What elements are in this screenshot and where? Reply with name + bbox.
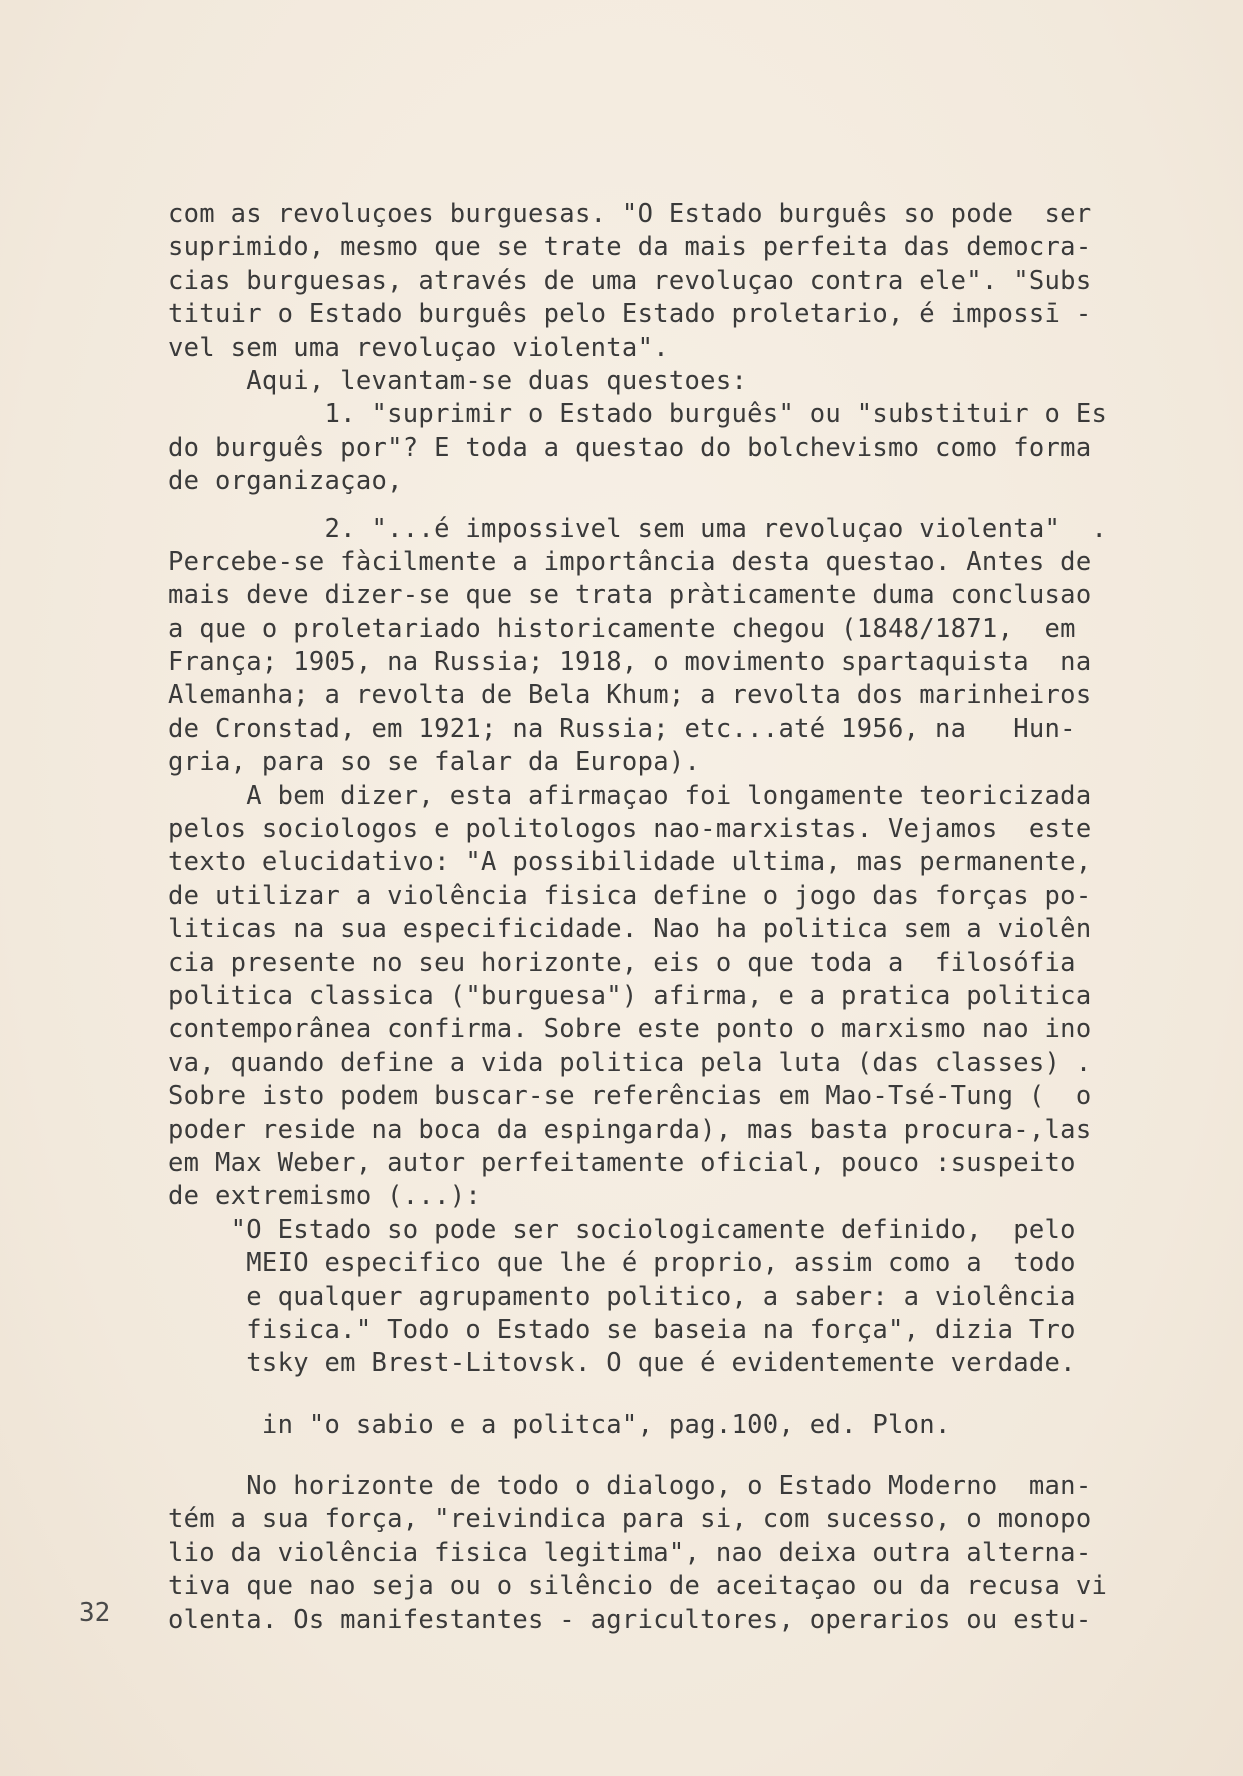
line-gap — [168, 499, 1153, 513]
text-line: tituir o Estado burguês pelo Estado proletario, é impossī - — [168, 299, 1092, 330]
text-line: olenta. Os manifestantes - agricultores, operarios ou estu- — [168, 1604, 1092, 1635]
text-line: França; 1905, na Russia; 1918, o movimento spartaquista na — [168, 647, 1092, 678]
text-line: suprimido, mesmo que se trate da mais perfeita das democra- — [168, 232, 1092, 263]
text-line: Alemanha; a revolta de Bela Khum; a revolta dos marinheiros — [168, 680, 1092, 711]
text-line: em Max Weber, autor perfeitamente oficial, pouco :suspeito — [168, 1147, 1076, 1178]
page-number: 32 — [79, 1598, 111, 1628]
text-line: pelos sociologos e politologos nao-marxistas. Vejamos este — [168, 814, 1092, 845]
text-line: contemporânea confirma. Sobre este ponto o marxismo nao ino — [168, 1014, 1092, 1045]
text-line: com as revoluçoes burguesas. "O Estado burguês so pode ser — [168, 199, 1092, 229]
text-line: texto elucidativo: "A possibilidade ultima, mas permanente, — [168, 847, 1092, 878]
text-line: mais deve dizer-se que se trata pràticamente duma conclusao — [168, 580, 1092, 611]
line-gap — [168, 1381, 1153, 1409]
text-line: va, quando define a vida politica pela luta (das classes) . — [168, 1047, 1092, 1078]
citation-line: in "o sabio e a politca", pag.100, ed. Plon. — [168, 1409, 951, 1440]
body-text — [168, 198, 1153, 1637]
text-line: de organizaçao, — [168, 466, 403, 497]
quote-line: fisica." Todo o Estado se baseia na força", dizia Tro — [168, 1314, 1076, 1345]
text-line: liticas na sua especificidade. Nao ha politica sem a violên — [168, 914, 1092, 945]
text-line: vel sem uma revoluçao violenta". — [168, 332, 669, 363]
quote-line: e qualquer agrupamento politico, a saber: a violência — [168, 1281, 1076, 1312]
text-line: Sobre isto podem buscar-se referências em Mao-Tsé-Tung ( o — [168, 1081, 1092, 1112]
text-line: tiva que nao seja ou o silêncio de aceitaçao ou da recusa vi — [168, 1571, 1108, 1602]
text-line: tém a sua força, "reivindica para si, com sucesso, o monopo — [168, 1504, 1092, 1535]
text-line: cias burguesas, através de uma revoluçao contra ele". "Subs — [168, 265, 1092, 296]
text-line: 2. "...é impossivel sem uma revoluçao violenta" . — [168, 513, 1108, 544]
text-line: Percebe-se fàcilmente a importância desta questao. Antes de — [168, 546, 1092, 577]
text-line: A bem dizer, esta afirmaçao foi longamente teoricizada — [168, 780, 1092, 811]
quote-line: MEIO especifico que lhe é proprio, assim como a todo — [168, 1248, 1076, 1279]
text-line: do burguês por"? E toda a questao do bolchevismo como forma — [168, 432, 1092, 463]
text-line: Aqui, levantam-se duas questoes: — [168, 365, 748, 396]
text-line: No horizonte de todo o dialogo, o Estado Moderno man- — [168, 1471, 1092, 1502]
text-line: cia presente no seu horizonte, eis o que toda a filosófia — [168, 947, 1076, 978]
text-line: gria, para so se falar da Europa). — [168, 747, 701, 778]
text-line: 1. "suprimir o Estado burguês" ou "substituir o Es — [168, 399, 1108, 430]
text-line: a que o proletariado historicamente chegou (1848/1871, em — [168, 613, 1076, 644]
line-gap — [168, 1442, 1153, 1470]
quote-line: tsky em Brest-Litovsk. O que é evidentemente verdade. — [168, 1348, 1076, 1379]
text-line: poder reside na boca da espingarda), mas basta procura-,las — [168, 1114, 1092, 1145]
text-line: de Cronstad, em 1921; na Russia; etc...até 1956, na Hun- — [168, 713, 1076, 744]
quote-line: "O Estado so pode ser sociologicamente definido, pelo — [168, 1214, 1076, 1245]
text-line: de extremismo (...): — [168, 1181, 482, 1212]
text-line: politica classica ("burguesa") afirma, e a pratica politica — [168, 980, 1092, 1011]
text-line: de utilizar a violência fisica define o jogo das forças po- — [168, 880, 1092, 911]
text-line: lio da violência fisica legitima", nao deixa outra alterna- — [168, 1537, 1092, 1568]
